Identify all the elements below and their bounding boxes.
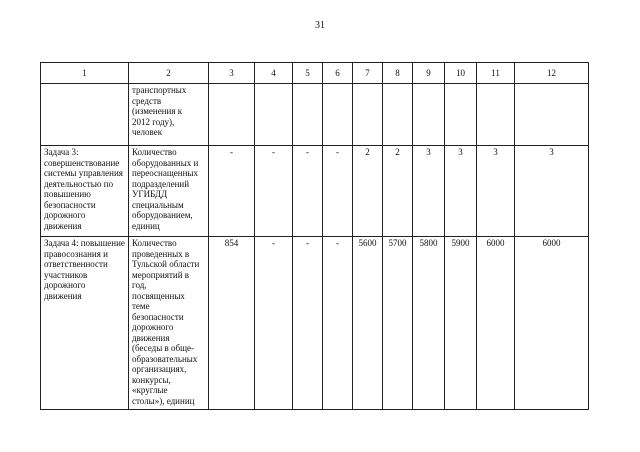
value-cell [353,84,383,146]
value-cell: - [323,146,353,237]
value-cell [515,84,589,146]
value-cell: 5700 [383,237,413,410]
value-cell: 3 [445,146,477,237]
header-row [41,63,589,84]
value-cell: 854 [209,237,255,410]
value-cell: 3 [413,146,445,237]
task-cell: Задача 4: повышение правосознания и ответственности участников дорожного движения [41,237,129,410]
header-cell: 10 [445,63,477,84]
header-cell: 9 [413,63,445,84]
value-cell [383,84,413,146]
value-cell: 6000 [477,237,515,410]
value-cell: 5800 [413,237,445,410]
indicator-cell: транспортных средств (изменения к 2012 году), человек [129,84,209,146]
value-cell: - [293,237,323,410]
value-cell: 2 [383,146,413,237]
value-cell [323,84,353,146]
header-cell: 12 [515,63,589,84]
header-cell: 2 [129,63,209,84]
header-cell: 11 [477,63,515,84]
value-cell [445,84,477,146]
header-cell: 1 [41,63,129,84]
value-cell: - [323,237,353,410]
value-cell [293,84,323,146]
header-cell: 8 [383,63,413,84]
header-cell: 4 [255,63,293,84]
value-cell: 2 [353,146,383,237]
indicator-cell: Количество оборудованных и переоснащенных подразделений УГИБДД специальным оборудованием, единиц [129,146,209,237]
value-cell [255,84,293,146]
task-cell: Задача 3: совершенствование системы управления деятельностью по повышению безопасности дорожного движения [41,146,129,237]
task-cell [41,84,129,146]
value-cell [477,84,515,146]
value-cell: - [255,146,293,237]
header-cell: 3 [209,63,255,84]
value-cell: 5900 [445,237,477,410]
header-cell: 5 [293,63,323,84]
page-number: 31 [315,20,325,31]
value-cell: - [209,146,255,237]
value-cell: 6000 [515,237,589,410]
value-cell [413,84,445,146]
indicators-table [40,62,589,410]
value-cell: 5600 [353,237,383,410]
table-row [41,146,589,237]
indicator-cell: Количество проведенных в Тульской области мероприятий в год, посвященных теме безопасности дорожного движения (беседы в обще- образовательных организациях, конкурсы, «круглые столы»), единиц [129,237,209,410]
value-cell: 3 [515,146,589,237]
value-cell [209,84,255,146]
header-cell: 6 [323,63,353,84]
table-row [41,237,589,410]
table-row [41,84,589,146]
value-cell: - [255,237,293,410]
header-cell: 7 [353,63,383,84]
value-cell: 3 [477,146,515,237]
value-cell: - [293,146,323,237]
